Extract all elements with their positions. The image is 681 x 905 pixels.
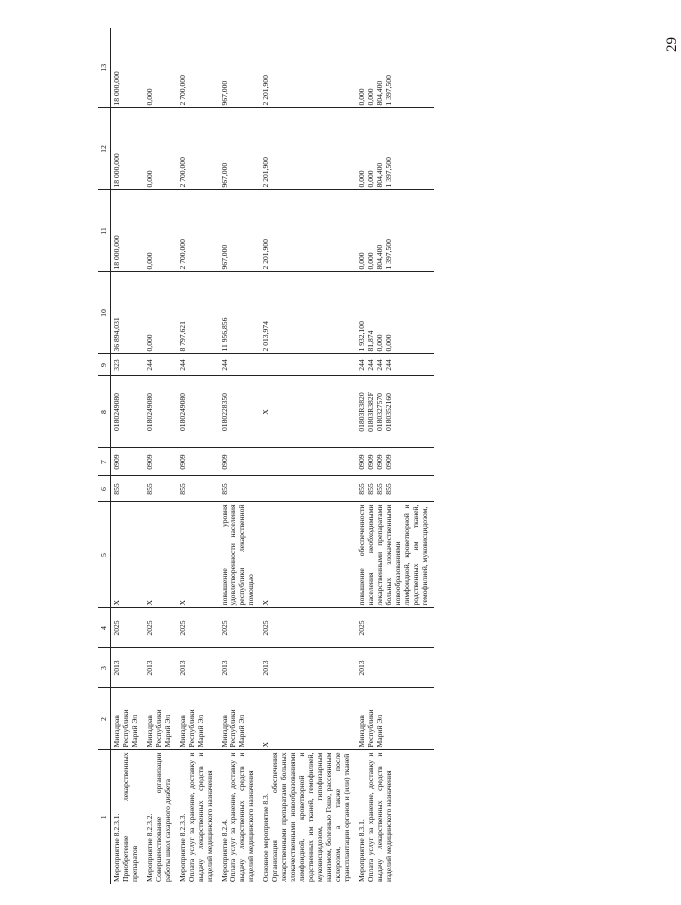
- end-year-cell: 2025: [144, 608, 177, 648]
- start-year-cell: 2013: [260, 648, 356, 688]
- cell-line: 244: [365, 359, 375, 371]
- activity-name-cell: [260, 750, 356, 884]
- expense-type-code-cell: [260, 354, 356, 376]
- cell-line: 0,000: [356, 88, 366, 106]
- table-row: [177, 28, 219, 884]
- column-header: 1: [98, 750, 111, 884]
- column-header: 6: [98, 476, 111, 502]
- executor-cell: Минздрав Республики Марий Эл: [177, 688, 219, 750]
- cell-line: 0,000: [356, 252, 366, 270]
- cell-line: 0,000: [365, 88, 375, 106]
- cell-line: 855: [356, 483, 366, 495]
- cell-line: 244: [356, 359, 366, 371]
- grbs-code-cell: 855: [219, 476, 261, 502]
- cell-line: 1 397,500: [383, 157, 393, 188]
- end-year-cell: 2025: [260, 608, 356, 648]
- expense-type-code-cell: 244: [219, 354, 261, 376]
- amount-col13-cell: 18 000,000: [111, 28, 144, 108]
- column-header: 7: [98, 448, 111, 476]
- expense-type-code-cell: 244: [177, 354, 219, 376]
- amount-col11-cell: [356, 190, 434, 272]
- column-header: 2: [98, 688, 111, 750]
- cell-line: Мероприятие 8.2.3.2.: [144, 813, 154, 882]
- column-header: 9: [98, 354, 111, 376]
- amount-col10-cell: 36 894,031: [111, 272, 144, 354]
- grbs-code-cell: 855: [177, 476, 219, 502]
- cell-line: Мероприятие 8.2.3.1.: [112, 813, 121, 882]
- section-code-cell: 0909: [219, 448, 261, 476]
- amount-col11-cell: 967,000: [219, 190, 261, 272]
- amount-col12-cell: 0,000: [144, 108, 177, 190]
- expected-result-cell: X: [177, 502, 219, 608]
- amount-col10-cell: 0,000: [144, 272, 177, 354]
- cell-line: Основное мероприятие 8.3.: [261, 793, 271, 882]
- cell-line: Мероприятие 8.2.4.: [219, 819, 229, 882]
- activity-name-cell: [111, 750, 144, 884]
- rotated-table-container: [98, 28, 540, 884]
- column-header: 13: [98, 28, 111, 108]
- cell-line: Оплата услуг за хранение, доставку и выдачу лекарственных средств и изделий медицинского назначения: [228, 752, 256, 882]
- start-year-cell: 2013: [356, 648, 434, 688]
- budget-table: [98, 28, 434, 884]
- end-year-cell: 2025: [356, 608, 434, 648]
- activity-name-cell: [219, 750, 261, 884]
- amount-col13-cell: 0,000: [144, 28, 177, 108]
- start-year-cell: 2013: [144, 648, 177, 688]
- amount-col11-cell: 18 000,000: [111, 190, 144, 272]
- cell-line: 01803R382F: [365, 392, 375, 432]
- end-year-cell: 2025: [177, 608, 219, 648]
- cell-line: 804,400: [374, 162, 384, 188]
- column-header: 3: [98, 648, 111, 688]
- cell-line: Оплата услуг за хранение, доставку и выдачу лекарственных средств и изделий медицинского назначения: [186, 752, 214, 882]
- cell-line: 1 932,100: [356, 321, 366, 352]
- page-number: 29: [664, 37, 680, 52]
- section-code-cell: [356, 448, 434, 476]
- amount-col12-cell: 18 000,000: [111, 108, 144, 190]
- cell-line: 244: [374, 359, 384, 371]
- cell-line: Организация обеспечения лекарственными препаратами больных злокачественными новообразованиями лимфоидной, кроветворной и родственных им тканей, гемофилией, муковисцидозом, гипофизарным нанизмом, болезнью Гоше, рассеянным склерозом, а также после трансплантации органов и (или) тканей: [270, 752, 351, 882]
- amount-col12-cell: 967,000: [219, 108, 261, 190]
- amount-col11-cell: 0,000: [144, 190, 177, 272]
- start-year-cell: 2013: [111, 648, 144, 688]
- table-row: [260, 28, 356, 884]
- cell-line: 804,400: [374, 80, 384, 106]
- cell-line: 855: [365, 483, 375, 495]
- amount-col12-cell: [356, 108, 434, 190]
- target-article-code-cell: X: [260, 376, 356, 448]
- start-year-cell: 2013: [177, 648, 219, 688]
- column-number-row: [98, 28, 111, 884]
- target-article-code-cell: [356, 376, 434, 448]
- section-code-cell: [260, 448, 356, 476]
- target-article-code-cell: 0180249080: [111, 376, 144, 448]
- table-row: [219, 28, 261, 884]
- column-header: 11: [98, 190, 111, 272]
- amount-col13-cell: 967,000: [219, 28, 261, 108]
- column-header: 8: [98, 376, 111, 448]
- grbs-code-cell: [356, 476, 434, 502]
- cell-line: Совершенствование организации работы школ сахарного диабета: [153, 752, 172, 882]
- executor-cell: Минздрав Республики Марий Эл: [356, 688, 434, 750]
- cell-line: 0909: [365, 454, 375, 470]
- cell-line: 244: [383, 359, 393, 371]
- amount-col11-cell: 2 700,000: [177, 190, 219, 272]
- cell-line: Мероприятие 8.3.1.: [356, 819, 366, 882]
- amount-col10-cell: 11 956,856: [219, 272, 261, 354]
- expected-result-cell: повышение уровня удовлетворенности населения республики лекарственной помощью: [219, 502, 261, 608]
- cell-line: 0,000: [365, 170, 375, 188]
- target-article-code-cell: 0180249080: [144, 376, 177, 448]
- cell-line: 804,400: [374, 244, 384, 270]
- amount-col12-cell: 2 700,000: [177, 108, 219, 190]
- cell-line: 0909: [356, 454, 366, 470]
- section-code-cell: 0909: [177, 448, 219, 476]
- executor-cell: Минздрав Республики Марий Эл: [144, 688, 177, 750]
- amount-col13-cell: 2 700,000: [177, 28, 219, 108]
- cell-line: 81,874: [365, 330, 375, 352]
- activity-name-cell: [177, 750, 219, 884]
- table-row: [111, 28, 144, 884]
- section-code-cell: 0909: [111, 448, 144, 476]
- cell-line: Приобретение лекарственных препаратов: [120, 752, 139, 882]
- start-year-cell: 2013: [219, 648, 261, 688]
- amount-col13-cell: 2 201,900: [260, 28, 356, 108]
- expected-result-cell: повышение обеспеченности населения необходимыми лекарственными препаратами больных злокачественными новообразованиями лимфоидной, кроветворной и родственных им тканей, гемофилией, муковисцидозом,: [356, 502, 434, 608]
- amount-col13-cell: [356, 28, 434, 108]
- column-header: 10: [98, 272, 111, 354]
- grbs-code-cell: 855: [111, 476, 144, 502]
- cell-line: 0,000: [356, 170, 366, 188]
- target-article-code-cell: 0180228350: [219, 376, 261, 448]
- cell-line: 1 397,500: [383, 75, 393, 106]
- column-header: 5: [98, 502, 111, 608]
- amount-col10-cell: [356, 272, 434, 354]
- amount-col11-cell: 2 201,900: [260, 190, 356, 272]
- executor-cell: Минздрав Республики Марий Эл: [111, 688, 144, 750]
- executor-cell: X: [260, 688, 356, 750]
- activity-name-cell: [356, 750, 434, 884]
- column-header: 4: [98, 608, 111, 648]
- amount-col10-cell: 2 013,974: [260, 272, 356, 354]
- cell-line: 0909: [374, 454, 384, 470]
- executor-cell: Минздрав Республики Марий Эл: [219, 688, 261, 750]
- end-year-cell: 2025: [111, 608, 144, 648]
- expense-type-code-cell: [356, 354, 434, 376]
- cell-line: 0,000: [374, 334, 384, 352]
- table-row: [144, 28, 177, 884]
- grbs-code-cell: 855: [144, 476, 177, 502]
- cell-line: 855: [374, 483, 384, 495]
- expected-result-cell: X: [260, 502, 356, 608]
- grbs-code-cell: [260, 476, 356, 502]
- cell-line: Мероприятие 8.2.3.3.: [177, 813, 187, 882]
- section-code-cell: 0909: [144, 448, 177, 476]
- amount-col12-cell: 2 201,900: [260, 108, 356, 190]
- table-row: [356, 28, 434, 884]
- expected-result-cell: X: [144, 502, 177, 608]
- column-header: 12: [98, 108, 111, 190]
- cell-line: 1 397,500: [383, 239, 393, 270]
- target-article-code-cell: 0180249080: [177, 376, 219, 448]
- end-year-cell: 2025: [219, 608, 261, 648]
- cell-line: 0180327570: [374, 393, 384, 431]
- cell-line: 01803R3820: [356, 392, 366, 432]
- cell-line: 0909: [383, 454, 393, 470]
- activity-name-cell: [144, 750, 177, 884]
- cell-line: 0180352160: [383, 393, 393, 431]
- cell-line: 0,000: [365, 252, 375, 270]
- amount-col10-cell: 8 797,621: [177, 272, 219, 354]
- expense-type-code-cell: 323: [111, 354, 144, 376]
- cell-line: 855: [383, 483, 393, 495]
- cell-line: Оплата услуг за хранение, доставку и выдачу лекарственных средств и изделий медицинского назначения: [365, 752, 393, 882]
- cell-line: 0,000: [383, 334, 393, 352]
- expected-result-cell: X: [111, 502, 144, 608]
- expense-type-code-cell: 244: [144, 354, 177, 376]
